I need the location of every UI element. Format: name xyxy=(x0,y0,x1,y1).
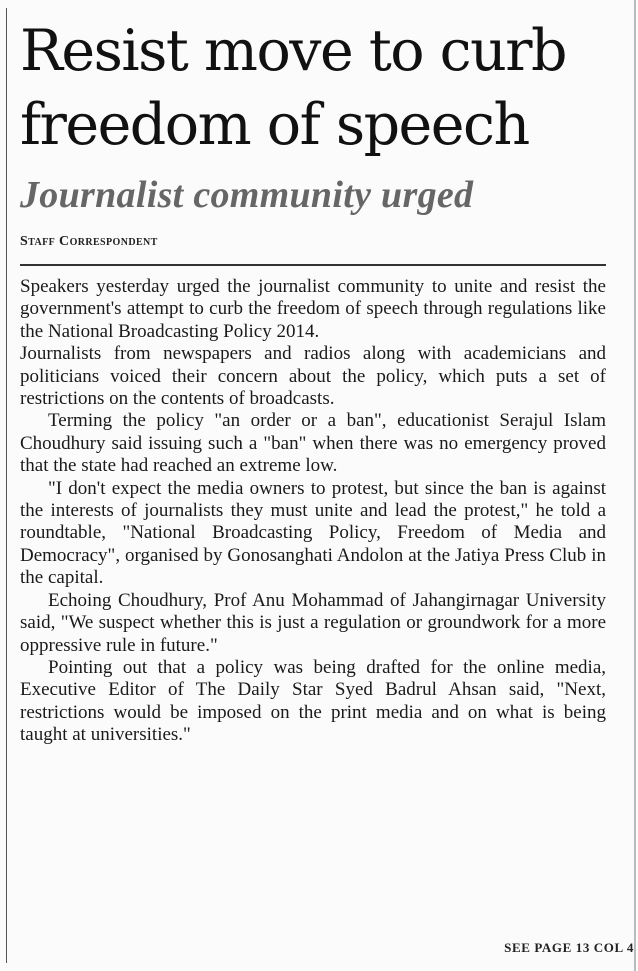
subheadline: Journalist community urged xyxy=(20,174,474,216)
byline: Staff Correspondent xyxy=(20,234,158,249)
paragraph-4: "I don't expect the media owners to protest, but since the ban is against the interests of journalists they must unite and lead the protest," he told a roundtable, "National Broadcasting Policy, Freedom of Media and Democracy", organised by Gonosanghati Andolon at the Jatiya Press Club in the capital. xyxy=(20,477,606,589)
byline-divider xyxy=(20,264,606,266)
column-rule-left xyxy=(6,8,7,963)
continuation-reference: SEE PAGE 13 COL 4 xyxy=(504,940,634,955)
paragraph-3: Terming the policy "an order or a ban", educationist Serajul Islam Choudhury said issuing such a "ban" when there was no emergency proved that the state had reached an extreme low. xyxy=(20,410,606,477)
paragraph-5: Echoing Choudhury, Prof Anu Mohammad of Jahangirnagar University said, "We suspect whether this is just a regulation or groundwork for a more oppressive rule in future." xyxy=(20,589,606,656)
page-edge-right xyxy=(634,0,636,971)
paragraph-6: Pointing out that a policy was being drafted for the online media, Executive Editor of The Daily Star Syed Badrul Ahsan said, "Next, restrictions would be imposed on the print media and on what is being taught at universities." xyxy=(20,656,606,746)
article-body xyxy=(20,276,606,747)
paragraph-2: Journalists from newspapers and radios along with academicians and politicians voiced their concern about the policy, which puts a set of restrictions on the contents of broadcasts. xyxy=(20,343,606,410)
headline: Resist move to curb freedom of speech xyxy=(20,18,567,158)
paragraph-1: Speakers yesterday urged the journalist community to unite and resist the government's attempt to curb the freedom of speech through regulations like the National Broadcasting Policy 2014. xyxy=(20,276,606,342)
